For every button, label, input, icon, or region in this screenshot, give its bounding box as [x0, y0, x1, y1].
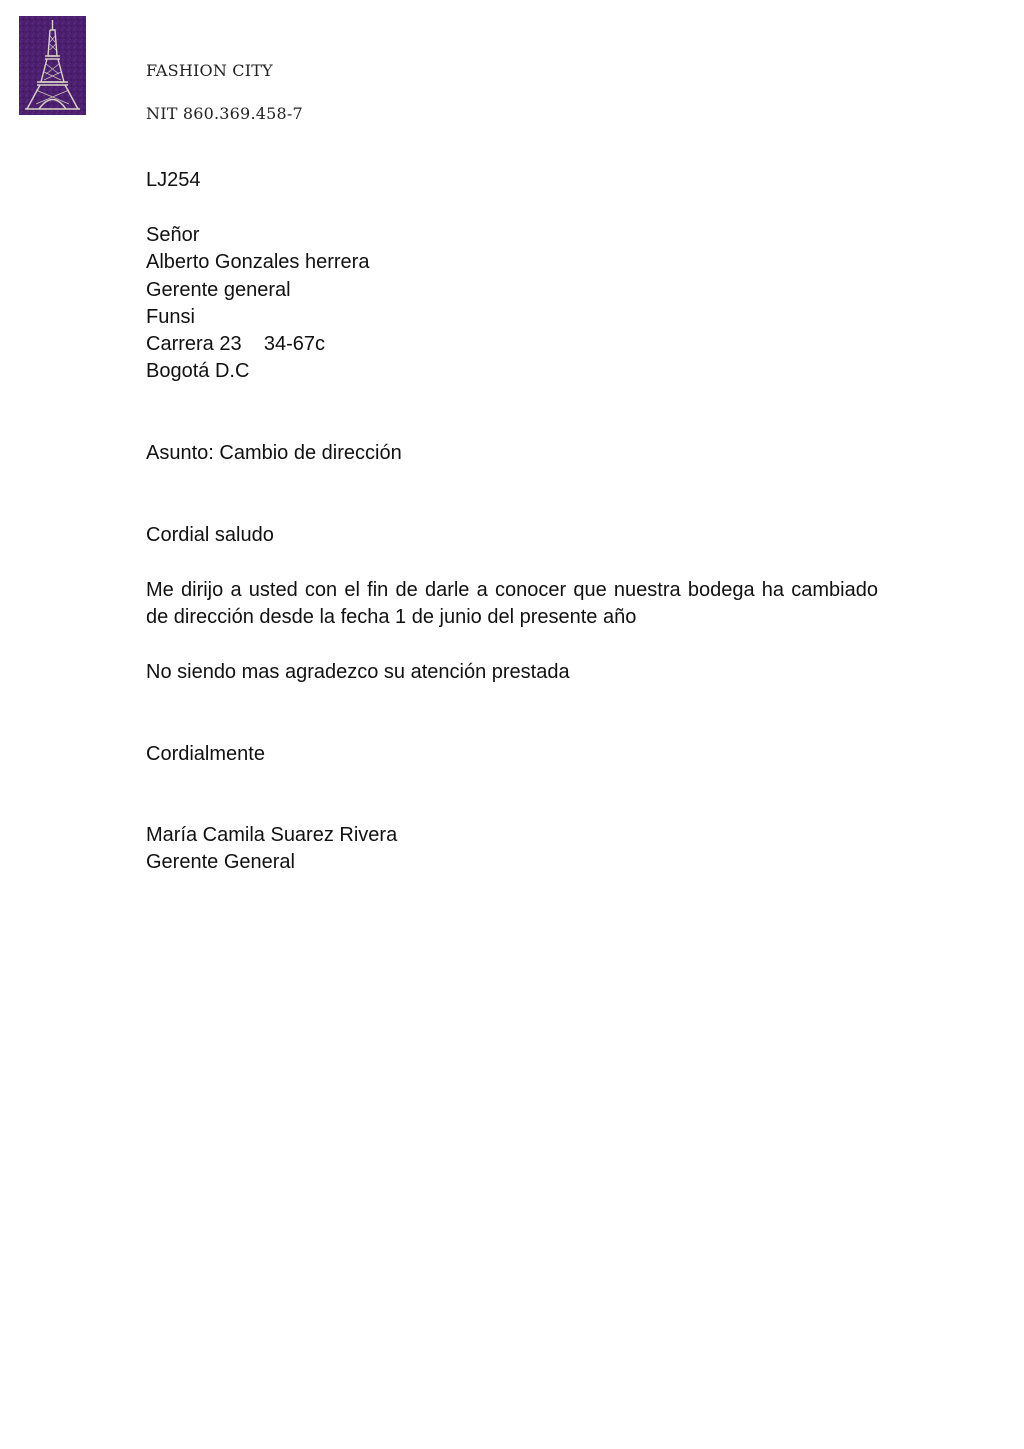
recipient-position: Gerente general	[146, 278, 291, 301]
company-name: FASHION CITY	[146, 61, 273, 80]
company-nit: NIT 860.369.458-7	[146, 104, 303, 123]
reference-code: LJ254	[146, 169, 201, 191]
letter-subject: Asunto: Cambio de dirección	[146, 442, 402, 464]
recipient-city: Bogotá D.C	[146, 360, 250, 383]
letter-closing-line: No siendo mas agradezco su atención prestada	[146, 661, 570, 683]
signature-name: María Camila Suarez Rivera	[146, 824, 398, 846]
signature-block	[146, 822, 397, 877]
eiffel-tower-icon	[19, 16, 86, 115]
recipient-address: Carrera 23 34-67c	[146, 333, 325, 356]
signature-title: Gerente General	[146, 851, 295, 874]
recipient-block	[146, 222, 369, 386]
recipient-company: Funsi	[146, 305, 195, 328]
letter-farewell: Cordialmente	[146, 743, 265, 765]
recipient-salutation: Señor	[146, 224, 200, 246]
letter-body-paragraph: Me dirijo a usted con el fin de darle a conocer que nuestra bodega ha cambiado de dirección desde la fecha 1 de junio del presente año	[146, 579, 878, 629]
letter-greeting: Cordial saludo	[146, 524, 274, 546]
recipient-name: Alberto Gonzales herrera	[146, 251, 370, 274]
